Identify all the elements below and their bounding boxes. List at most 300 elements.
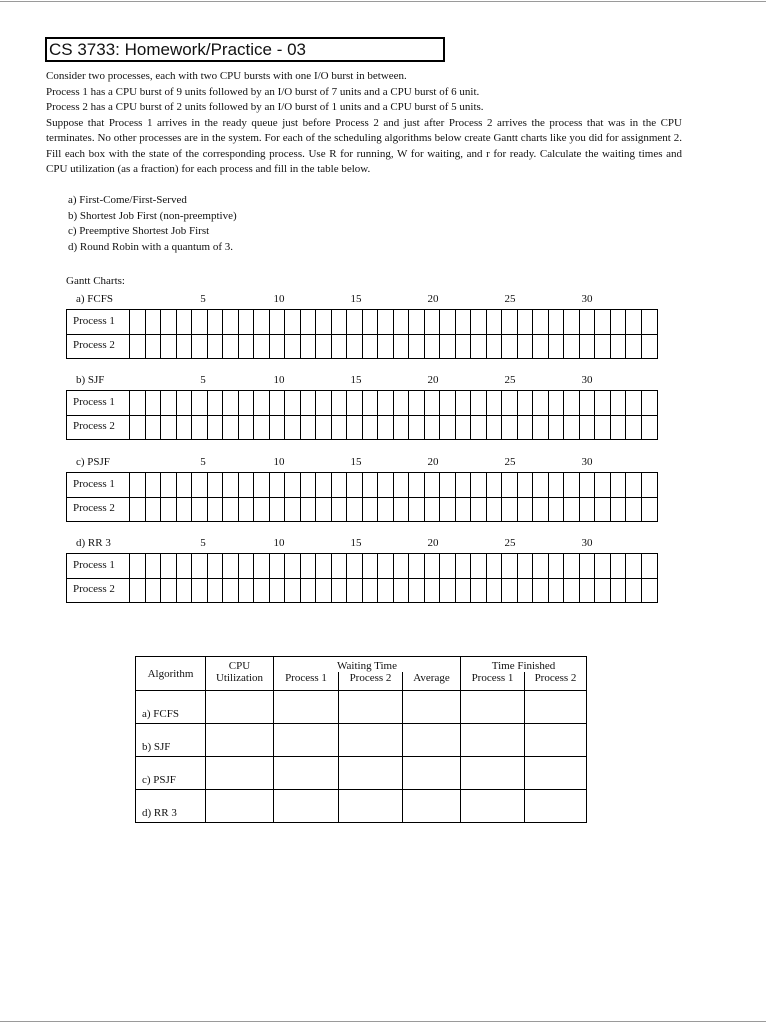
gantt-cell[interactable] bbox=[284, 578, 300, 602]
gantt-cell[interactable] bbox=[563, 554, 579, 578]
gantt-cell[interactable] bbox=[579, 473, 595, 497]
gantt-cell[interactable] bbox=[377, 415, 393, 439]
gantt-cell[interactable] bbox=[548, 334, 564, 358]
gantt-cell[interactable] bbox=[486, 554, 502, 578]
answer-cell[interactable] bbox=[461, 757, 525, 790]
gantt-cell[interactable] bbox=[160, 554, 176, 578]
gantt-cell[interactable] bbox=[176, 391, 192, 415]
gantt-cell[interactable] bbox=[625, 578, 641, 602]
gantt-cell[interactable] bbox=[470, 310, 486, 334]
gantt-cell[interactable] bbox=[455, 334, 471, 358]
gantt-cell[interactable] bbox=[331, 391, 347, 415]
gantt-cell[interactable] bbox=[300, 473, 316, 497]
answer-cell[interactable] bbox=[206, 757, 274, 790]
gantt-cell[interactable] bbox=[176, 310, 192, 334]
gantt-cell[interactable] bbox=[610, 497, 626, 521]
gantt-cell[interactable] bbox=[517, 578, 533, 602]
gantt-cell[interactable] bbox=[207, 310, 223, 334]
gantt-cell[interactable] bbox=[315, 473, 331, 497]
answer-cell[interactable] bbox=[525, 691, 587, 724]
gantt-cell[interactable] bbox=[300, 497, 316, 521]
gantt-cell[interactable] bbox=[625, 497, 641, 521]
gantt-cell[interactable] bbox=[191, 497, 207, 521]
gantt-cell[interactable] bbox=[501, 415, 517, 439]
gantt-cell[interactable] bbox=[424, 473, 440, 497]
answer-cell[interactable] bbox=[403, 790, 461, 823]
gantt-tick-label: 25 bbox=[504, 456, 516, 468]
gantt-cell[interactable] bbox=[439, 334, 455, 358]
gantt-cell[interactable] bbox=[362, 473, 378, 497]
gantt-cell[interactable] bbox=[594, 497, 610, 521]
gantt-cell[interactable] bbox=[455, 554, 471, 578]
gantt-cell[interactable] bbox=[284, 334, 300, 358]
gantt-cell[interactable] bbox=[517, 473, 533, 497]
gantt-cell[interactable] bbox=[641, 497, 657, 521]
gantt-cell[interactable] bbox=[129, 310, 145, 334]
gantt-cell[interactable] bbox=[548, 415, 564, 439]
gantt-cell[interactable] bbox=[331, 578, 347, 602]
gantt-cell[interactable] bbox=[191, 391, 207, 415]
gantt-cell[interactable] bbox=[331, 415, 347, 439]
gantt-cell[interactable] bbox=[532, 391, 548, 415]
gantt-cell[interactable] bbox=[253, 334, 269, 358]
gantt-cell[interactable] bbox=[377, 391, 393, 415]
gantt-cell[interactable] bbox=[579, 497, 595, 521]
gantt-cell[interactable] bbox=[269, 497, 285, 521]
gantt-cell[interactable] bbox=[222, 554, 238, 578]
gantt-cell[interactable] bbox=[563, 497, 579, 521]
gantt-cell[interactable] bbox=[594, 391, 610, 415]
gantt-cell[interactable] bbox=[486, 497, 502, 521]
gantt-cell[interactable] bbox=[191, 334, 207, 358]
gantt-cell[interactable] bbox=[238, 497, 254, 521]
answer-cell[interactable] bbox=[206, 790, 274, 823]
gantt-cell[interactable] bbox=[393, 391, 409, 415]
gantt-cell[interactable] bbox=[269, 391, 285, 415]
gantt-cell[interactable] bbox=[439, 473, 455, 497]
answer-cell[interactable] bbox=[274, 724, 339, 757]
gantt-cell[interactable] bbox=[346, 473, 362, 497]
gantt-cell[interactable] bbox=[393, 415, 409, 439]
gantt-cell[interactable] bbox=[315, 554, 331, 578]
gantt-cell[interactable] bbox=[362, 554, 378, 578]
answer-cell[interactable] bbox=[274, 790, 339, 823]
gantt-process-label: Process 1 bbox=[73, 315, 115, 327]
gantt-cell[interactable] bbox=[191, 554, 207, 578]
gantt-cell[interactable] bbox=[191, 415, 207, 439]
gantt-cell[interactable] bbox=[346, 415, 362, 439]
gantt-cell[interactable] bbox=[207, 391, 223, 415]
answer-cell[interactable] bbox=[461, 691, 525, 724]
gantt-cell[interactable] bbox=[532, 415, 548, 439]
gantt-cell[interactable] bbox=[253, 415, 269, 439]
gantt-cell[interactable] bbox=[563, 391, 579, 415]
gantt-cell[interactable] bbox=[579, 578, 595, 602]
gantt-cell[interactable] bbox=[610, 334, 626, 358]
gantt-cell[interactable] bbox=[269, 554, 285, 578]
gantt-cell[interactable] bbox=[315, 578, 331, 602]
gantt-cell[interactable] bbox=[160, 578, 176, 602]
gantt-cell[interactable] bbox=[160, 497, 176, 521]
gantt-cell[interactable] bbox=[408, 554, 424, 578]
gantt-cell[interactable] bbox=[207, 334, 223, 358]
gantt-cell[interactable] bbox=[579, 391, 595, 415]
gantt-cell[interactable] bbox=[563, 415, 579, 439]
answer-cell[interactable] bbox=[525, 757, 587, 790]
gantt-cell[interactable] bbox=[331, 310, 347, 334]
gantt-cell[interactable] bbox=[439, 415, 455, 439]
gantt-cell[interactable] bbox=[129, 578, 145, 602]
gantt-cell[interactable] bbox=[222, 473, 238, 497]
gantt-cell[interactable] bbox=[222, 415, 238, 439]
gantt-cell[interactable] bbox=[315, 310, 331, 334]
gantt-cell[interactable] bbox=[253, 391, 269, 415]
answer-cell[interactable] bbox=[274, 691, 339, 724]
gantt-cell[interactable] bbox=[439, 391, 455, 415]
gantt-cell[interactable] bbox=[408, 415, 424, 439]
gantt-cell[interactable] bbox=[222, 334, 238, 358]
gantt-cell[interactable] bbox=[284, 391, 300, 415]
answer-cell[interactable] bbox=[206, 691, 274, 724]
gantt-cell[interactable] bbox=[253, 554, 269, 578]
gantt-cell[interactable] bbox=[594, 310, 610, 334]
gantt-cell[interactable] bbox=[610, 310, 626, 334]
gantt-cell[interactable] bbox=[548, 578, 564, 602]
gantt-cell[interactable] bbox=[253, 310, 269, 334]
gantt-cell[interactable] bbox=[145, 473, 161, 497]
gantt-cell[interactable] bbox=[424, 310, 440, 334]
gantt-cell[interactable] bbox=[377, 497, 393, 521]
gantt-cell[interactable] bbox=[284, 473, 300, 497]
gantt-cell[interactable] bbox=[300, 554, 316, 578]
gantt-cell[interactable] bbox=[176, 334, 192, 358]
gantt-cell[interactable] bbox=[377, 310, 393, 334]
gantt-cell[interactable] bbox=[517, 310, 533, 334]
gantt-cell[interactable] bbox=[532, 497, 548, 521]
gantt-cell[interactable] bbox=[393, 310, 409, 334]
gantt-cell[interactable] bbox=[176, 578, 192, 602]
gantt-cell[interactable] bbox=[501, 554, 517, 578]
answer-cell[interactable] bbox=[274, 757, 339, 790]
gantt-cell[interactable] bbox=[269, 310, 285, 334]
gantt-cell[interactable] bbox=[579, 415, 595, 439]
gantt-cell[interactable] bbox=[362, 578, 378, 602]
gantt-cell[interactable] bbox=[439, 578, 455, 602]
gantt-cell[interactable] bbox=[610, 554, 626, 578]
gantt-cell[interactable] bbox=[176, 554, 192, 578]
gantt-cell[interactable] bbox=[207, 554, 223, 578]
gantt-cell[interactable] bbox=[191, 310, 207, 334]
answer-cell[interactable] bbox=[206, 724, 274, 757]
gantt-cell[interactable] bbox=[238, 415, 254, 439]
answer-cell[interactable] bbox=[525, 790, 587, 823]
gantt-cell[interactable] bbox=[145, 578, 161, 602]
gantt-cell[interactable] bbox=[625, 334, 641, 358]
gantt-cell[interactable] bbox=[284, 554, 300, 578]
gantt-cell[interactable] bbox=[346, 334, 362, 358]
gantt-cell[interactable] bbox=[439, 497, 455, 521]
gantt-cell[interactable] bbox=[331, 334, 347, 358]
answer-cell[interactable] bbox=[461, 724, 525, 757]
gantt-cell[interactable] bbox=[145, 310, 161, 334]
gantt-cell[interactable] bbox=[563, 578, 579, 602]
gantt-cell[interactable] bbox=[408, 578, 424, 602]
gantt-cell[interactable] bbox=[486, 415, 502, 439]
gantt-cell[interactable] bbox=[176, 473, 192, 497]
gantt-cell[interactable] bbox=[470, 554, 486, 578]
gantt-cell[interactable] bbox=[393, 473, 409, 497]
gantt-cell[interactable] bbox=[439, 554, 455, 578]
gantt-cell[interactable] bbox=[300, 391, 316, 415]
gantt-cell[interactable] bbox=[145, 497, 161, 521]
answer-cell[interactable] bbox=[339, 724, 403, 757]
gantt-cell[interactable] bbox=[284, 497, 300, 521]
gantt-cell[interactable] bbox=[641, 554, 657, 578]
gantt-cell[interactable] bbox=[563, 310, 579, 334]
gantt-cell[interactable] bbox=[486, 578, 502, 602]
gantt-cell[interactable] bbox=[532, 334, 548, 358]
gantt-cell[interactable] bbox=[579, 310, 595, 334]
gantt-cell[interactable] bbox=[362, 310, 378, 334]
gantt-cell[interactable] bbox=[253, 497, 269, 521]
gantt-cell[interactable] bbox=[424, 578, 440, 602]
gantt-cell[interactable] bbox=[315, 334, 331, 358]
gantt-cell[interactable] bbox=[641, 310, 657, 334]
gantt-cell[interactable] bbox=[393, 578, 409, 602]
gantt-cell[interactable] bbox=[129, 554, 145, 578]
gantt-cell[interactable] bbox=[563, 334, 579, 358]
gantt-cell[interactable] bbox=[455, 310, 471, 334]
gantt-cell[interactable] bbox=[610, 578, 626, 602]
gantt-cell[interactable] bbox=[408, 310, 424, 334]
answer-cell[interactable] bbox=[461, 790, 525, 823]
gantt-cell[interactable] bbox=[594, 578, 610, 602]
gantt-cell[interactable] bbox=[300, 310, 316, 334]
gantt-cell[interactable] bbox=[238, 334, 254, 358]
gantt-cell[interactable] bbox=[501, 310, 517, 334]
gantt-cell[interactable] bbox=[501, 473, 517, 497]
gantt-cell[interactable] bbox=[222, 391, 238, 415]
gantt-cell[interactable] bbox=[346, 310, 362, 334]
gantt-cell[interactable] bbox=[548, 310, 564, 334]
gantt-cell[interactable] bbox=[548, 497, 564, 521]
gantt-cell[interactable] bbox=[641, 334, 657, 358]
gantt-cell[interactable] bbox=[362, 334, 378, 358]
gantt-cell[interactable] bbox=[393, 497, 409, 521]
gantt-cell[interactable] bbox=[455, 391, 471, 415]
gantt-cell[interactable] bbox=[315, 415, 331, 439]
gantt-cell[interactable] bbox=[393, 554, 409, 578]
gantt-cell[interactable] bbox=[346, 554, 362, 578]
gantt-cell[interactable] bbox=[517, 334, 533, 358]
gantt-cell[interactable] bbox=[300, 415, 316, 439]
gantt-cell[interactable] bbox=[579, 554, 595, 578]
gantt-cell[interactable] bbox=[269, 415, 285, 439]
gantt-cell[interactable] bbox=[594, 415, 610, 439]
gantt-cell[interactable] bbox=[160, 391, 176, 415]
gantt-cell[interactable] bbox=[129, 415, 145, 439]
gantt-cell[interactable] bbox=[176, 497, 192, 521]
gantt-cell[interactable] bbox=[594, 554, 610, 578]
answer-cell[interactable] bbox=[403, 724, 461, 757]
gantt-cell[interactable] bbox=[238, 473, 254, 497]
gantt-cell[interactable] bbox=[501, 334, 517, 358]
gantt-cell[interactable] bbox=[269, 473, 285, 497]
gantt-cell[interactable] bbox=[548, 554, 564, 578]
gantt-cell[interactable] bbox=[470, 497, 486, 521]
gantt-cell[interactable] bbox=[470, 473, 486, 497]
gantt-cell[interactable] bbox=[641, 415, 657, 439]
gantt-cell[interactable] bbox=[222, 578, 238, 602]
gantt-cell[interactable] bbox=[594, 334, 610, 358]
gantt-cell[interactable] bbox=[176, 415, 192, 439]
gantt-cell[interactable] bbox=[424, 554, 440, 578]
gantt-cell[interactable] bbox=[486, 391, 502, 415]
gantt-cell[interactable] bbox=[625, 415, 641, 439]
gantt-cell[interactable] bbox=[470, 391, 486, 415]
gantt-cell[interactable] bbox=[300, 334, 316, 358]
gantt-cell[interactable] bbox=[517, 554, 533, 578]
gantt-cell[interactable] bbox=[424, 391, 440, 415]
gantt-cell[interactable] bbox=[315, 391, 331, 415]
gantt-cell[interactable] bbox=[408, 334, 424, 358]
gantt-cell[interactable] bbox=[563, 473, 579, 497]
gantt-cell[interactable] bbox=[129, 391, 145, 415]
gantt-cell[interactable] bbox=[300, 578, 316, 602]
gantt-cell[interactable] bbox=[486, 473, 502, 497]
gantt-cell[interactable] bbox=[331, 497, 347, 521]
gantt-cell[interactable] bbox=[346, 497, 362, 521]
gantt-cell[interactable] bbox=[532, 473, 548, 497]
gantt-cell[interactable] bbox=[222, 497, 238, 521]
gantt-cell[interactable] bbox=[393, 334, 409, 358]
gantt-cell[interactable] bbox=[207, 578, 223, 602]
gantt-cell[interactable] bbox=[346, 391, 362, 415]
gantt-cell[interactable] bbox=[238, 310, 254, 334]
gantt-cell[interactable] bbox=[160, 473, 176, 497]
gantt-cell[interactable] bbox=[331, 554, 347, 578]
gantt-cell[interactable] bbox=[455, 473, 471, 497]
gantt-cell[interactable] bbox=[331, 473, 347, 497]
gantt-cell[interactable] bbox=[160, 415, 176, 439]
gantt-cell[interactable] bbox=[346, 578, 362, 602]
gantt-cell[interactable] bbox=[362, 497, 378, 521]
gantt-cell[interactable] bbox=[207, 415, 223, 439]
gantt-cell[interactable] bbox=[238, 554, 254, 578]
gantt-cell[interactable] bbox=[594, 473, 610, 497]
gantt-cell[interactable] bbox=[641, 578, 657, 602]
gantt-cell[interactable] bbox=[501, 578, 517, 602]
answer-cell[interactable] bbox=[339, 691, 403, 724]
gantt-cell[interactable] bbox=[129, 473, 145, 497]
gantt-cell[interactable] bbox=[424, 497, 440, 521]
gantt-cell[interactable] bbox=[455, 497, 471, 521]
gantt-cell[interactable] bbox=[362, 391, 378, 415]
gantt-cell[interactable] bbox=[253, 473, 269, 497]
gantt-cell[interactable] bbox=[284, 310, 300, 334]
answer-cell[interactable] bbox=[403, 691, 461, 724]
gantt-cell[interactable] bbox=[377, 334, 393, 358]
gantt-cell[interactable] bbox=[377, 473, 393, 497]
gantt-cell[interactable] bbox=[486, 310, 502, 334]
gantt-cell[interactable] bbox=[486, 334, 502, 358]
gantt-cell[interactable] bbox=[548, 391, 564, 415]
gantt-cell[interactable] bbox=[625, 473, 641, 497]
gantt-cell[interactable] bbox=[641, 473, 657, 497]
gantt-cell[interactable] bbox=[129, 334, 145, 358]
answer-cell[interactable] bbox=[525, 724, 587, 757]
gantt-cell[interactable] bbox=[207, 473, 223, 497]
gantt-cell[interactable] bbox=[129, 497, 145, 521]
gantt-cell[interactable] bbox=[145, 554, 161, 578]
gantt-cell[interactable] bbox=[610, 391, 626, 415]
gantt-cell[interactable] bbox=[362, 415, 378, 439]
gantt-cell[interactable] bbox=[641, 391, 657, 415]
gantt-cell[interactable] bbox=[625, 554, 641, 578]
gantt-cell[interactable] bbox=[424, 334, 440, 358]
gantt-cell[interactable] bbox=[532, 554, 548, 578]
gantt-cell[interactable] bbox=[501, 391, 517, 415]
gantt-cell[interactable] bbox=[470, 578, 486, 602]
gantt-cell[interactable] bbox=[408, 391, 424, 415]
gantt-cell[interactable] bbox=[284, 415, 300, 439]
gantt-cell[interactable] bbox=[145, 334, 161, 358]
gantt-cell[interactable] bbox=[455, 578, 471, 602]
gantt-cell[interactable] bbox=[160, 334, 176, 358]
answer-cell[interactable] bbox=[339, 790, 403, 823]
gantt-cell[interactable] bbox=[470, 334, 486, 358]
gantt-cell[interactable] bbox=[408, 473, 424, 497]
gantt-cell[interactable] bbox=[610, 415, 626, 439]
gantt-cell[interactable] bbox=[517, 497, 533, 521]
gantt-process-label: Process 2 bbox=[73, 502, 115, 514]
gantt-cell[interactable] bbox=[532, 310, 548, 334]
gantt-cell[interactable] bbox=[238, 578, 254, 602]
gantt-cell[interactable] bbox=[470, 415, 486, 439]
gantt-cell[interactable] bbox=[269, 334, 285, 358]
gantt-cell[interactable] bbox=[145, 415, 161, 439]
gantt-cell[interactable] bbox=[377, 554, 393, 578]
gantt-cell[interactable] bbox=[222, 310, 238, 334]
gantt-cell[interactable] bbox=[424, 415, 440, 439]
gantt-cell[interactable] bbox=[269, 578, 285, 602]
gantt-cell[interactable] bbox=[191, 578, 207, 602]
gantt-cell[interactable] bbox=[408, 497, 424, 521]
answer-cell[interactable] bbox=[403, 757, 461, 790]
gantt-cell[interactable] bbox=[145, 391, 161, 415]
gantt-cell[interactable] bbox=[377, 578, 393, 602]
gantt-cell[interactable] bbox=[625, 310, 641, 334]
gantt-cell[interactable] bbox=[315, 497, 331, 521]
gantt-cell[interactable] bbox=[625, 391, 641, 415]
gantt-cell[interactable] bbox=[548, 473, 564, 497]
gantt-cell[interactable] bbox=[253, 578, 269, 602]
gantt-cell[interactable] bbox=[532, 578, 548, 602]
gantt-cell[interactable] bbox=[610, 473, 626, 497]
gantt-cell[interactable] bbox=[238, 391, 254, 415]
gantt-cell[interactable] bbox=[517, 415, 533, 439]
gantt-cell[interactable] bbox=[191, 473, 207, 497]
gantt-cell[interactable] bbox=[160, 310, 176, 334]
gantt-cell[interactable] bbox=[455, 415, 471, 439]
gantt-cell[interactable] bbox=[517, 391, 533, 415]
gantt-header bbox=[66, 537, 658, 553]
answer-cell[interactable] bbox=[339, 757, 403, 790]
gantt-cell[interactable] bbox=[439, 310, 455, 334]
gantt-cell[interactable] bbox=[579, 334, 595, 358]
gantt-cell[interactable] bbox=[501, 497, 517, 521]
gantt-cell[interactable] bbox=[207, 497, 223, 521]
